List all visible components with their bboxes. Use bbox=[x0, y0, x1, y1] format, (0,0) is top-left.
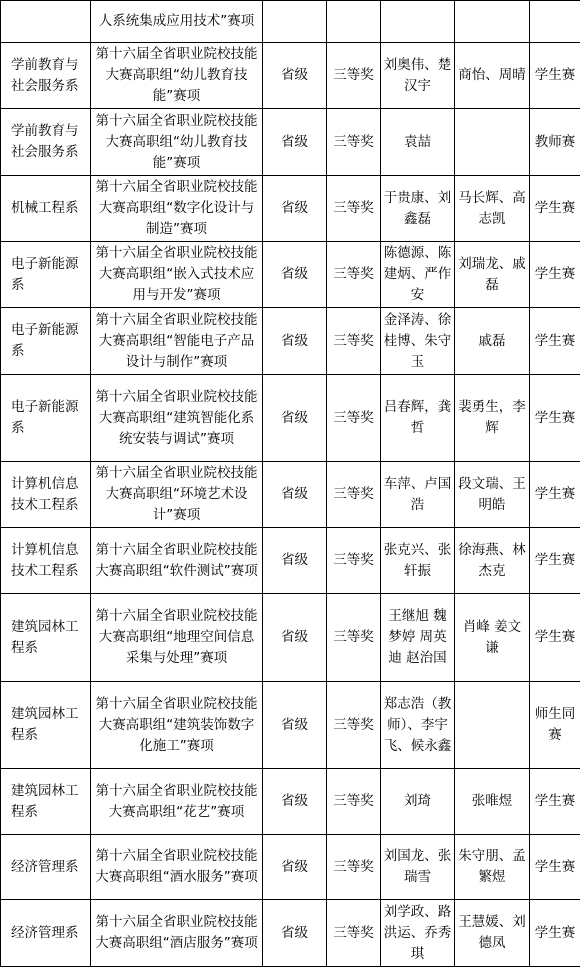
competition-cell: 第十六届全省职业院校技能大赛高职组“建筑装饰数字化施工”赛项 bbox=[91, 682, 263, 769]
winners-cell: 刘奥伟、楚汉宇 bbox=[381, 43, 455, 109]
instructors-cell: 戚磊 bbox=[455, 308, 530, 375]
type-cell: 学生赛 bbox=[530, 462, 580, 528]
level-cell: 省级 bbox=[263, 176, 327, 242]
winners-cell: 金泽涛、徐桂博、朱守玉 bbox=[381, 308, 455, 375]
competition-cell: 人系统集成应用技术”赛项 bbox=[91, 1, 263, 43]
type-cell: 学生赛 bbox=[530, 43, 580, 109]
level-cell: 省级 bbox=[263, 242, 327, 308]
competition-cell: 第十六届全省职业院校技能大赛高职组“酒店服务”赛项 bbox=[91, 900, 263, 967]
level-cell: 省级 bbox=[263, 43, 327, 109]
competition-cell: 第十六届全省职业院校技能大赛高职组“软件测试”赛项 bbox=[91, 528, 263, 594]
type-cell: 学生赛 bbox=[530, 835, 580, 900]
prize-cell: 三等奖 bbox=[327, 682, 381, 769]
prize-cell: 三等奖 bbox=[327, 242, 381, 308]
level-cell: 省级 bbox=[263, 528, 327, 594]
type-cell: 学生赛 bbox=[530, 900, 580, 967]
table-row bbox=[1, 308, 580, 375]
competition-cell: 第十六届全省职业院校技能大赛高职组“建筑智能化系统安装与调试”赛项 bbox=[91, 375, 263, 462]
instructors-cell: 王慧媛、刘德凤 bbox=[455, 900, 530, 967]
table-row bbox=[1, 594, 580, 682]
dept-cell: 建筑园林工程系 bbox=[1, 682, 91, 769]
dept-cell: 经济管理系 bbox=[1, 835, 91, 900]
dept-cell: 机械工程系 bbox=[1, 176, 91, 242]
table-row bbox=[1, 462, 580, 528]
competition-cell: 第十六届全省职业院校技能大赛高职组“幼儿教育技能”赛项 bbox=[91, 43, 263, 109]
winners-cell: 郑志浩（教师）、李宇飞、候永鑫 bbox=[381, 682, 455, 769]
type-cell: 学生赛 bbox=[530, 242, 580, 308]
type-cell: 学生赛 bbox=[530, 176, 580, 242]
prize-cell: 三等奖 bbox=[327, 176, 381, 242]
prize-cell: 三等奖 bbox=[327, 375, 381, 462]
winners-cell: 刘学政、路洪运、乔秀琪 bbox=[381, 900, 455, 967]
dept-cell bbox=[1, 1, 91, 43]
type-cell: 学生赛 bbox=[530, 375, 580, 462]
instructors-cell: 马长辉、高志凯 bbox=[455, 176, 530, 242]
prize-cell: 三等奖 bbox=[327, 109, 381, 176]
table-row bbox=[1, 242, 580, 308]
level-cell: 省级 bbox=[263, 375, 327, 462]
prize-cell: 三等奖 bbox=[327, 900, 381, 967]
competition-cell: 第十六届全省职业院校技能大赛高职组“幼儿教育技能”赛项 bbox=[91, 109, 263, 176]
dept-cell: 学前教育与社会服务系 bbox=[1, 43, 91, 109]
dept-cell: 学前教育与社会服务系 bbox=[1, 109, 91, 176]
type-cell: 学生赛 bbox=[530, 769, 580, 835]
competition-cell: 第十六届全省职业院校技能大赛高职组“环境艺术设计”赛项 bbox=[91, 462, 263, 528]
instructors-cell: 裴勇生，李辉 bbox=[455, 375, 530, 462]
winners-cell: 袁喆 bbox=[381, 109, 455, 176]
type-cell: 学生赛 bbox=[530, 308, 580, 375]
instructors-cell bbox=[455, 682, 530, 769]
prize-cell: 三等奖 bbox=[327, 43, 381, 109]
prize-cell: 三等奖 bbox=[327, 462, 381, 528]
instructors-cell: 商怡、周晴 bbox=[455, 43, 530, 109]
prize-cell: 三等奖 bbox=[327, 769, 381, 835]
winners-cell: 刘国龙、张瑞雪 bbox=[381, 835, 455, 900]
prize-cell: 三等奖 bbox=[327, 528, 381, 594]
level-cell: 省级 bbox=[263, 594, 327, 682]
level-cell: 省级 bbox=[263, 462, 327, 528]
level-cell: 省级 bbox=[263, 900, 327, 967]
winners-cell: 陈德源、陈建炳、严作安 bbox=[381, 242, 455, 308]
dept-cell: 电子新能源系 bbox=[1, 308, 91, 375]
type-cell: 学生赛 bbox=[530, 528, 580, 594]
competition-cell: 第十六届全省职业院校技能大赛高职组“数字化设计与制造”赛项 bbox=[91, 176, 263, 242]
instructors-cell: 段文瑞、王明皓 bbox=[455, 462, 530, 528]
type-cell: 学生赛 bbox=[530, 594, 580, 682]
prize-cell: 三等奖 bbox=[327, 835, 381, 900]
dept-cell: 电子新能源系 bbox=[1, 242, 91, 308]
winners-cell: 张克兴、张轩振 bbox=[381, 528, 455, 594]
table-row bbox=[1, 176, 580, 242]
competition-cell: 第十六届全省职业院校技能大赛高职组“花艺”赛项 bbox=[91, 769, 263, 835]
instructors-cell: 刘瑞龙、戚磊 bbox=[455, 242, 530, 308]
instructors-cell: 朱守朋、孟繁煜 bbox=[455, 835, 530, 900]
winners-cell: 刘琦 bbox=[381, 769, 455, 835]
level-cell: 省级 bbox=[263, 308, 327, 375]
dept-cell: 建筑园林工程系 bbox=[1, 594, 91, 682]
table-row bbox=[1, 43, 580, 109]
competition-cell: 第十六届全省职业院校技能大赛高职组“智能电子产品设计与制作”赛项 bbox=[91, 308, 263, 375]
table-row bbox=[1, 375, 580, 462]
competition-cell: 第十六届全省职业院校技能大赛高职组“嵌入式技术应用与开发”赛项 bbox=[91, 242, 263, 308]
winners-cell: 车萍、卢国浩 bbox=[381, 462, 455, 528]
instructors-cell: 张唯煜 bbox=[455, 769, 530, 835]
level-cell: 省级 bbox=[263, 109, 327, 176]
dept-cell: 计算机信息技术工程系 bbox=[1, 528, 91, 594]
dept-cell: 建筑园林工程系 bbox=[1, 769, 91, 835]
instructors-cell: 徐海燕、林杰克 bbox=[455, 528, 530, 594]
table-row bbox=[1, 835, 580, 900]
table-row bbox=[1, 900, 580, 967]
competition-cell: 第十六届全省职业院校技能大赛高职组“地理空间信息采集与处理”赛项 bbox=[91, 594, 263, 682]
table-row bbox=[1, 1, 580, 43]
table-row bbox=[1, 109, 580, 176]
dept-cell: 电子新能源系 bbox=[1, 375, 91, 462]
competition-cell: 第十六届全省职业院校技能大赛高职组“酒水服务”赛项 bbox=[91, 835, 263, 900]
instructors-cell: 肖峰 姜文谦 bbox=[455, 594, 530, 682]
prize-cell: 三等奖 bbox=[327, 308, 381, 375]
table-row bbox=[1, 769, 580, 835]
table-row bbox=[1, 682, 580, 769]
table-row bbox=[1, 528, 580, 594]
type-cell: 教师赛 bbox=[530, 109, 580, 176]
instructors-cell bbox=[455, 109, 530, 176]
dept-cell: 计算机信息技术工程系 bbox=[1, 462, 91, 528]
prize-cell: 三等奖 bbox=[327, 594, 381, 682]
winners-cell: 于贵康、刘鑫磊 bbox=[381, 176, 455, 242]
dept-cell: 经济管理系 bbox=[1, 900, 91, 967]
level-cell: 省级 bbox=[263, 835, 327, 900]
winners-cell: 吕春辉，龚哲 bbox=[381, 375, 455, 462]
winners-cell: 王继旭 魏梦婷 周英迪 赵治国 bbox=[381, 594, 455, 682]
level-cell: 省级 bbox=[263, 682, 327, 769]
type-cell: 师生同赛 bbox=[530, 682, 580, 769]
level-cell: 省级 bbox=[263, 769, 327, 835]
